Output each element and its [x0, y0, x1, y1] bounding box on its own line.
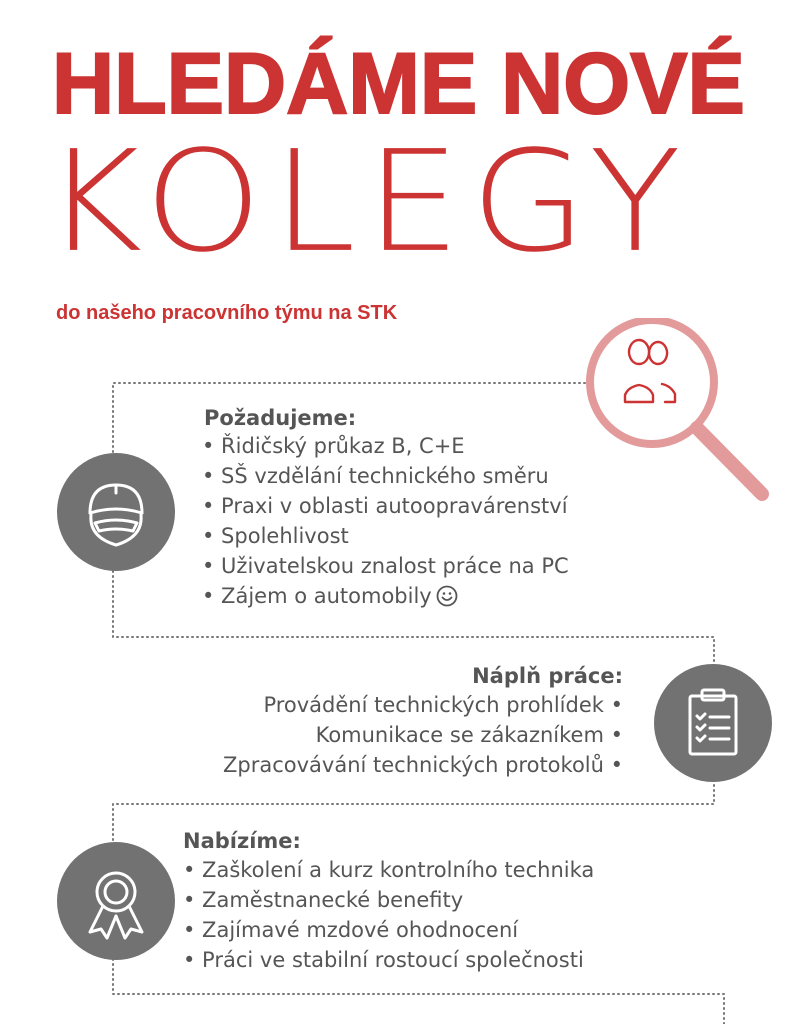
- headline-secondary: KOLEGY: [44, 121, 691, 284]
- list-item: • Zaškolení a kurz kontrolního technika: [183, 858, 595, 882]
- offers-heading: Nabízíme:: [183, 829, 301, 853]
- list-item: • Řidičský průkaz B, C+E: [202, 434, 465, 458]
- list-item: • Práci ve stabilní rostoucí společnosti: [183, 948, 584, 972]
- requirements-list: [202, 431, 569, 611]
- worker-cap-icon: [57, 453, 175, 571]
- requirements-heading: Požadujeme:: [204, 406, 357, 430]
- list-item: • Praxi v oblasti autoopravárenství: [202, 494, 568, 518]
- list-item-text: • Zájem o automobily: [202, 584, 432, 608]
- list-item: Komunikace se zákazníkem •: [315, 723, 623, 747]
- list-item: • Uživatelskou znalost práce na PC: [202, 554, 569, 578]
- subtitle: do našeho pracovního týmu na STK: [56, 302, 398, 324]
- list-item: • Spolehlivost: [202, 524, 349, 548]
- list-item: • SŠ vzdělání technického směru: [202, 464, 549, 488]
- headline-primary: HLEDÁME NOVÉ: [52, 36, 745, 132]
- magnifier-people-icon: [578, 318, 778, 518]
- list-item-last: [202, 581, 569, 611]
- list-item: Zpracovávání technických protokolů •: [223, 753, 623, 777]
- clipboard-checklist-icon: [654, 664, 772, 782]
- duties-list: [223, 690, 623, 780]
- list-item: • Zajímavé mzdové ohodnocení: [183, 918, 519, 942]
- list-item: Provádění technických prohlídek •: [263, 693, 623, 717]
- offers-list: [183, 855, 594, 975]
- award-ribbon-icon: [57, 842, 175, 960]
- list-item: • Zaměstnanecké benefity: [183, 888, 464, 912]
- duties-heading: Náplň práce:: [472, 664, 623, 688]
- smiley-icon: [436, 585, 458, 607]
